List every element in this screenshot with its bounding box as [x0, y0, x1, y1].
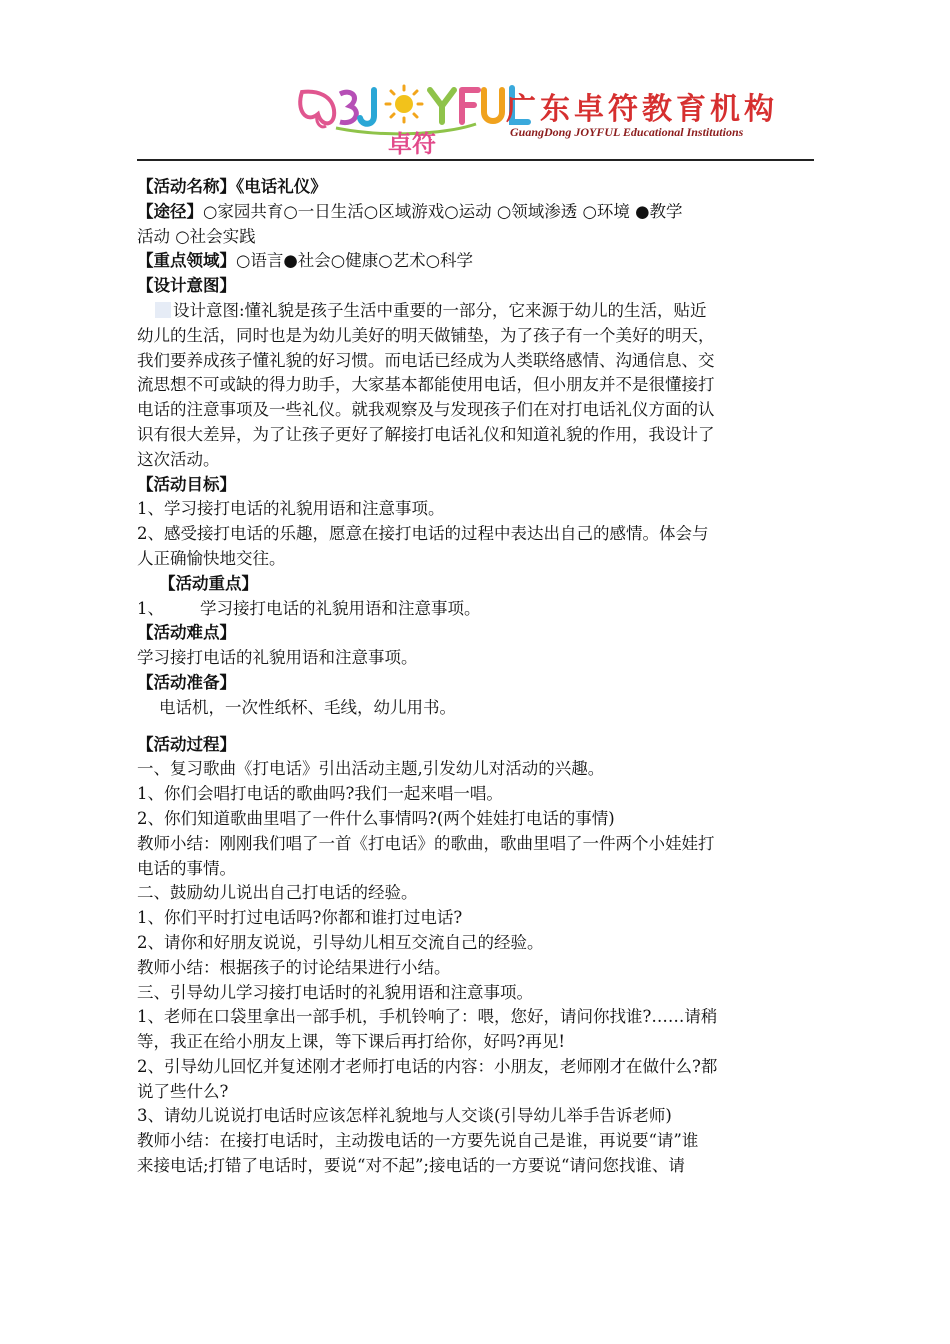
activity-name-label: 【活动名称】 [137, 177, 236, 196]
goal-line: 2、感受接打电话的乐趣，愿意在接打电话的过程中表达出自己的感情。体会与 [137, 524, 709, 544]
process-line: 1、老师在口袋里拿出一部手机，手机铃响了：喂，您好，请问你找谁?……请稍 [137, 1007, 718, 1027]
design-line: 电话的注意事项及一些礼仪。就我观察及与发现孩子们在对打电话礼仪方面的认 [137, 400, 715, 420]
design-line: 这次活动。 [137, 449, 220, 469]
domain-line [137, 249, 814, 274]
process-line: 1、你们会唱打电话的歌曲吗?我们一起来唱一唱。 [137, 784, 503, 804]
design-line: 流思想不可或缺的得力助手，大家基本都能使用电话，但小朋友并不是很懂接打 [137, 375, 715, 395]
process-line: 等，我正在给小朋友上课，等下课后再打给你，好吗?再见! [137, 1032, 565, 1052]
activity-name-line [137, 175, 814, 200]
activity-name-value: 《电话礼仪》 [236, 177, 327, 196]
design-line: 设计意图:懂礼貌是孩子生活中重要的一部分，它来源于幼儿的生活，贴近 [137, 299, 814, 324]
prep-heading: 【活动准备】 [137, 672, 236, 692]
text-cursor-mark [155, 302, 171, 318]
path-options-cont: 活动 ○社会实践 [137, 226, 256, 246]
page-header [0, 0, 950, 160]
process-line: 电话的事情。 [137, 858, 236, 878]
org-name: 广东卓符教育机构 [506, 92, 778, 127]
design-line: 我们要养成孩子懂礼貌的好习惯。而电话已经成为人类联络感情、沟通信息、交 [137, 350, 715, 370]
process-line: 教师小结：根据孩子的讨论结果进行小结。 [137, 957, 451, 977]
difficulty-line: 学习接打电话的礼貌用语和注意事项。 [137, 648, 418, 668]
process-line: 教师小结：在接打电话时，主动拨电话的一方要先说自己是谁，再说要“请”谁 [137, 1131, 699, 1151]
goal-line: 人正确愉快地交往。 [137, 548, 286, 568]
process-line: 2、你们知道歌曲里唱了一件什么事情吗?(两个娃娃打电话的事情) [137, 808, 615, 828]
path-line [137, 200, 814, 225]
process-line: 教师小结：刚刚我们唱了一首《打电话》的歌曲，歌曲里唱了一件两个小娃娃打 [137, 833, 715, 853]
design-line: 识有很大差异，为了让孩子更好了解接打电话礼仪和知道礼貌的作用，我设计了 [137, 424, 715, 444]
sun-icon [386, 86, 422, 122]
process-line: 来接电话;打错了电话时，要说“对不起”;接电话的一方要说“请问您找谁、请 [137, 1156, 685, 1176]
logo-cn: 卓符 [388, 130, 436, 158]
prep-line: 电话机，一次性纸杯、毛线，幼儿用书。 [159, 697, 456, 717]
process-line: 说了些什么? [137, 1081, 229, 1101]
difficulty-heading: 【活动难点】 [137, 623, 236, 643]
path-label: 【途径】 [137, 201, 203, 221]
process-line: 1、你们平时打过电话吗?你都和谁打过电话? [137, 908, 463, 928]
document-body [137, 175, 814, 1179]
joyful-logo [296, 80, 806, 158]
goal-heading: 【活动目标】 [137, 474, 236, 494]
org-name-en: GuangDong JOYFUL Educational Institutions [510, 125, 744, 139]
design-heading: 【设计意图】 [137, 276, 236, 296]
process-line: 3、请幼儿说说打电话时应该怎样礼貌地与人交谈(引导幼儿举手告诉老师) [137, 1106, 672, 1126]
key-line: 1、 学习接打电话的礼貌用语和注意事项。 [137, 598, 481, 618]
process-line: 三、引导幼儿学习接打电话时的礼貌用语和注意事项。 [137, 982, 533, 1002]
design-line: 幼儿的生活，同时也是为幼儿美好的明天做铺垫，为了孩子有一个美好的明天， [137, 325, 715, 345]
butterfly-icon [300, 92, 356, 127]
process-line: 二、鼓励幼儿说出自己打电话的经验。 [137, 883, 418, 903]
domain-label: 【重点领域】 [137, 251, 236, 271]
goal-line: 1、学习接打电话的礼貌用语和注意事项。 [137, 499, 445, 519]
process-line: 一、复习歌曲《打电话》引出活动主题,引发幼儿对活动的兴趣。 [137, 759, 605, 779]
header-divider [137, 159, 814, 161]
path-options: ○家园共育○一日生活○区域游戏○运动 ○领域渗透 ○环境 ●教学 [203, 201, 683, 221]
process-line: 2、引导幼儿回忆并复述刚才老师打电话的内容：小朋友，老师刚才在做什么?都 [137, 1056, 718, 1076]
key-heading: 【活动重点】 [159, 573, 258, 593]
process-heading: 【活动过程】 [137, 734, 236, 754]
domain-options: ○语言●社会○健康○艺术○科学 [236, 251, 473, 271]
process-line: 2、请你和好朋友说说，引导幼儿相互交流自己的经验。 [137, 932, 544, 952]
